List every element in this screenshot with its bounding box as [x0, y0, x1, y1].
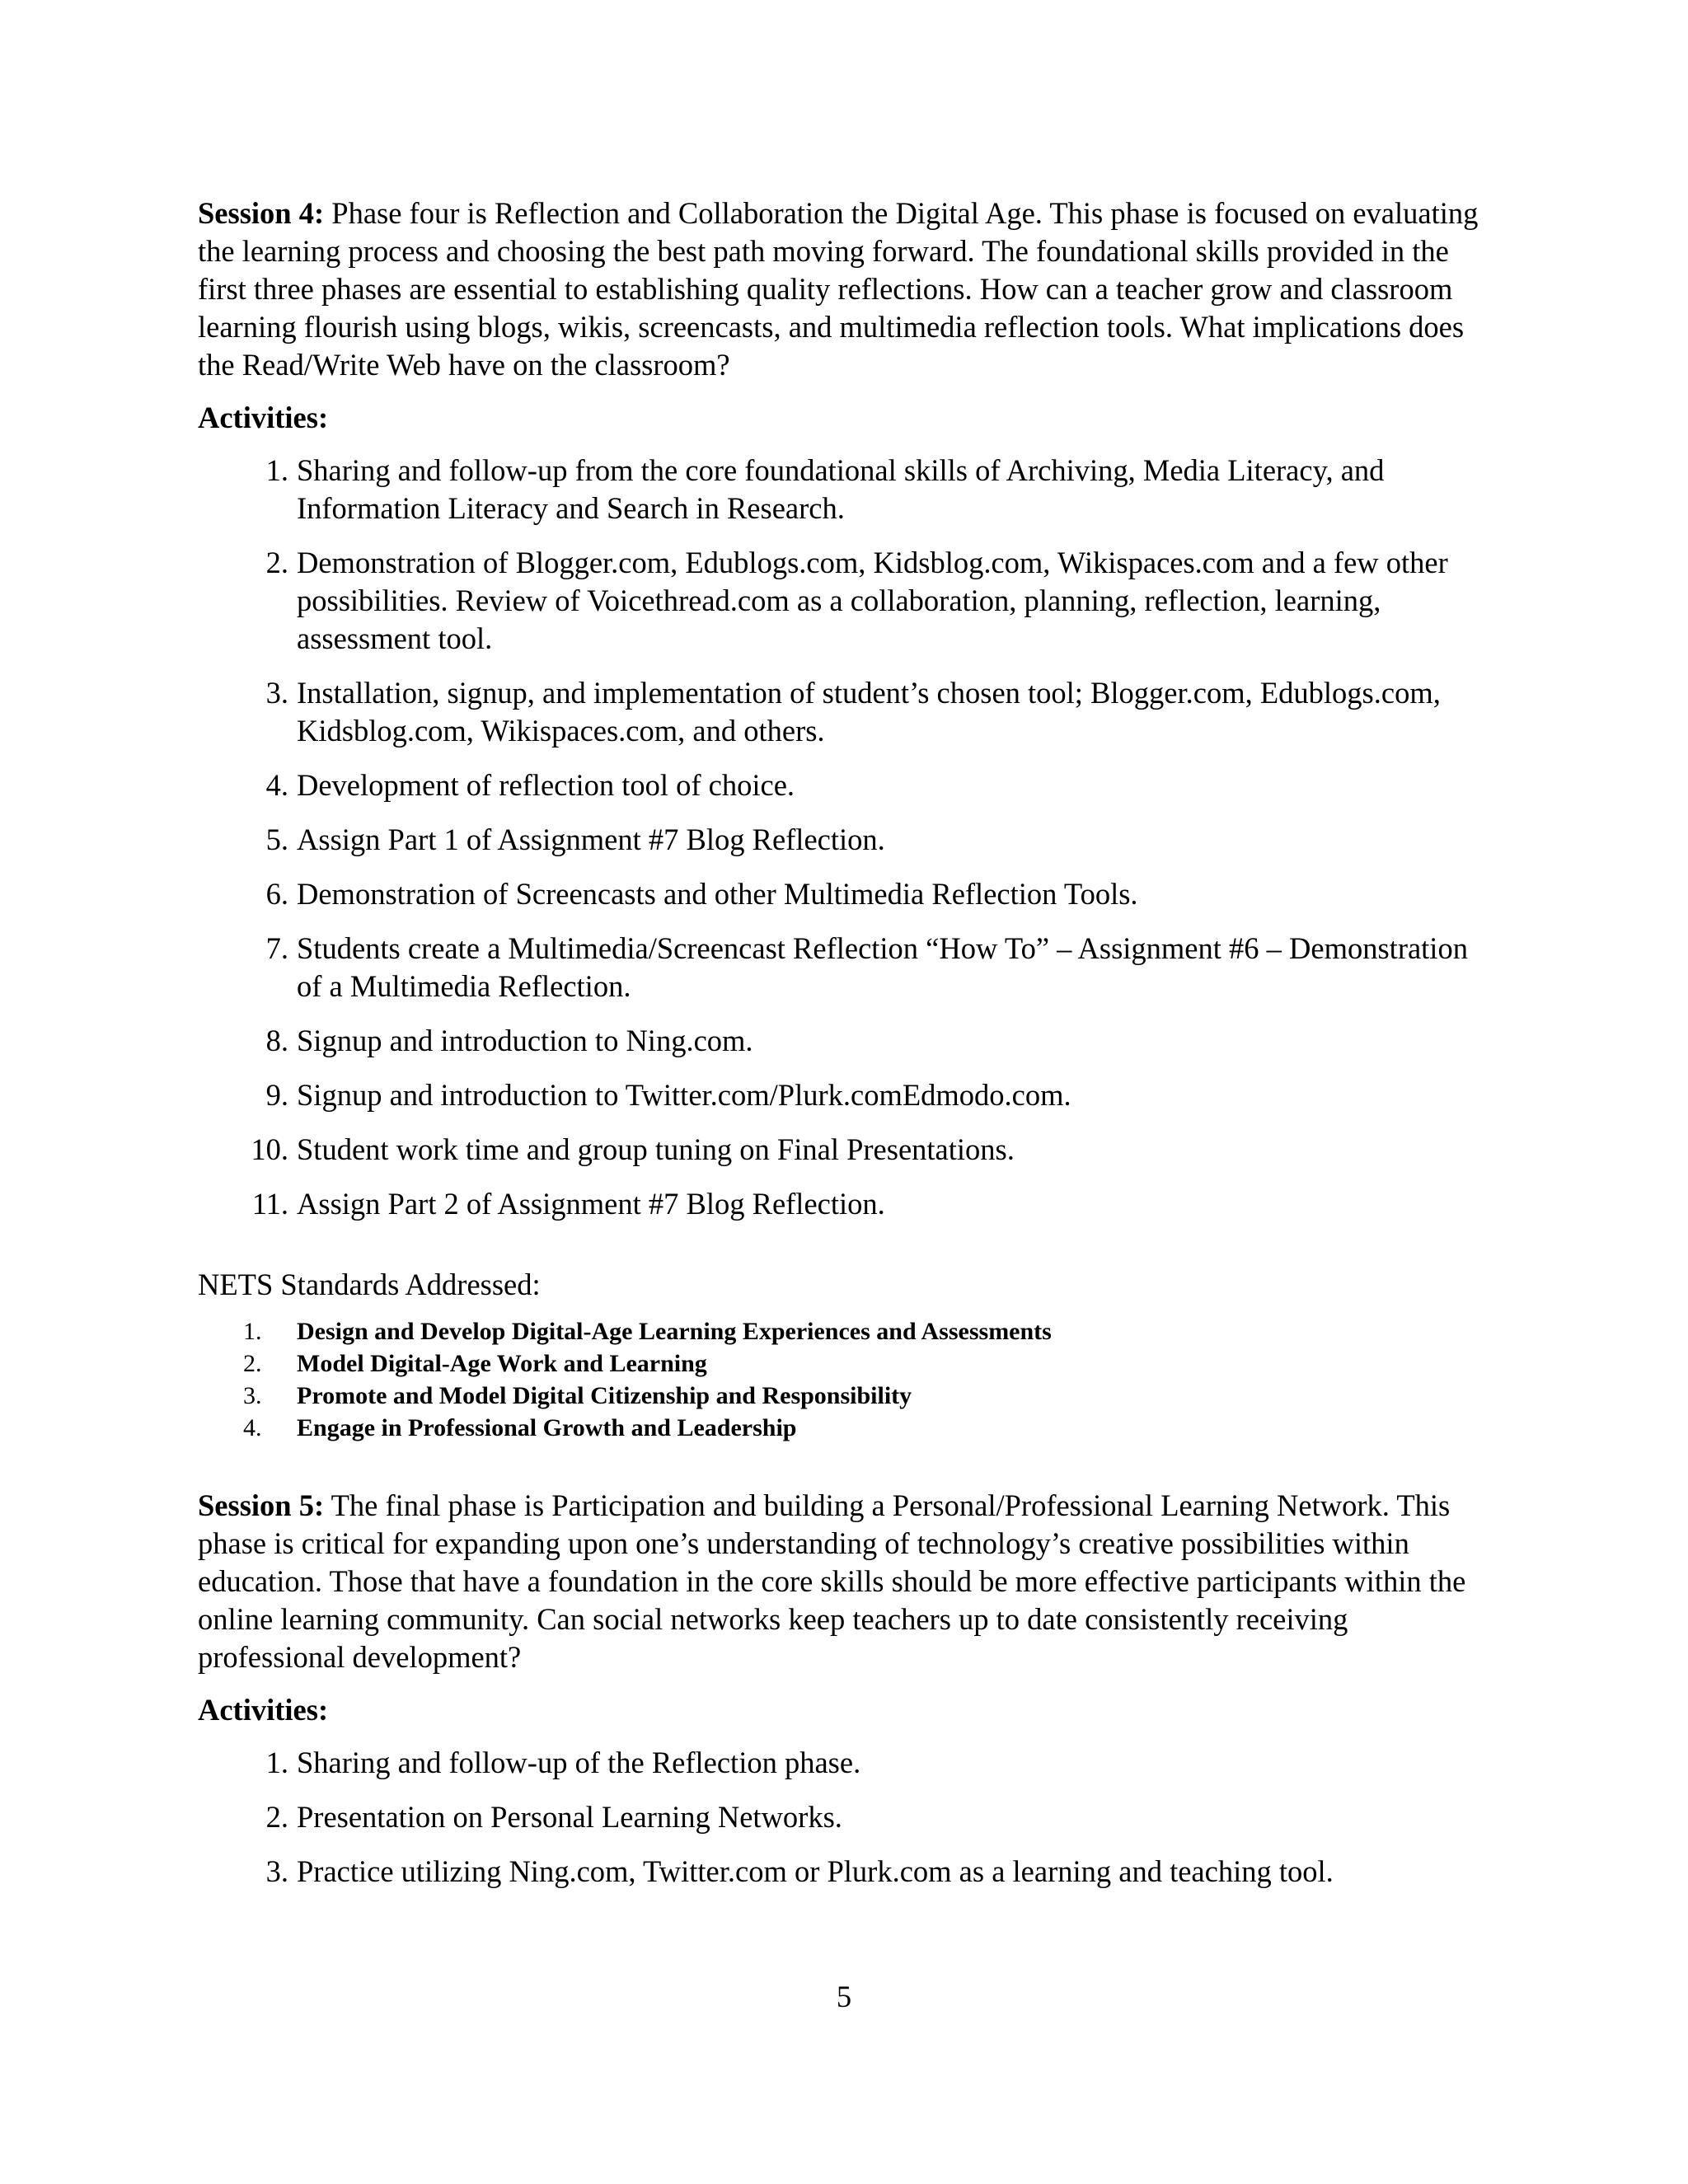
- list-number: 2.: [265, 1800, 288, 1834]
- page-number: 5: [836, 1980, 852, 2013]
- list-item: [198, 674, 1500, 750]
- list-item-text: Installation, signup, and implementation of student’s chosen tool; Blogger.com, Edublogs.com, Kidsblog.com, Wikispaces.com, and others.: [297, 676, 1441, 748]
- list-number: 2.: [243, 1350, 262, 1377]
- list-number: 3.: [265, 676, 288, 710]
- list-number: 10.: [251, 1132, 288, 1166]
- session5-description: The final phase is Participation and building a Personal/Professional Learning Network. This phase is critical for expanding upon one’s understanding of technology’s creative possibilities within education. Those that have a foundation in the core skills should be more effective participants within the online learning community. Can social networks keep teachers up to date consistently receiving professional development?: [198, 1488, 1466, 1674]
- list-item: [198, 1185, 1500, 1223]
- session4-description: Phase four is Reflection and Collaboration the Digital Age. This phase is focused on evaluating the learning process and choosing the best path moving forward. The foundational skills provided in the first three phases are essential to establishing quality reflections. How can a teacher grow and classroom learning flourish using blogs, wikis, screencasts, and multimedia reflection tools. What implications does the Read/Write Web have on the classroom?: [198, 196, 1479, 382]
- list-item-text: Students create a Multimedia/Screencast Reflection “How To” – Assignment #6 – Demonstration of a Multimedia Reflection.: [297, 931, 1468, 1003]
- list-item: [198, 766, 1500, 804]
- list-item: [198, 930, 1500, 1005]
- list-number: 3.: [265, 1854, 288, 1888]
- nets-standards-heading: NETS Standards Addressed:: [198, 1268, 541, 1301]
- list-number: 1.: [265, 453, 288, 487]
- list-item-text: Design and Develop Digital-Age Learning Experiences and Assessments: [297, 1318, 1052, 1345]
- list-item-text: Presentation on Personal Learning Networks.: [297, 1800, 842, 1834]
- session5-activities-heading: Activities:: [198, 1693, 329, 1727]
- list-item: [198, 1744, 1500, 1782]
- list-number: 3.: [243, 1382, 262, 1409]
- list-item: [198, 1076, 1500, 1114]
- list-item-text: Sharing and follow-up of the Reflection phase.: [297, 1746, 861, 1779]
- session5-label: Session 5:: [198, 1488, 325, 1522]
- list-item-text: Signup and introduction to Ning.com.: [297, 1024, 753, 1057]
- list-item-text: Assign Part 2 of Assignment #7 Blog Reflection.: [297, 1187, 885, 1221]
- list-item: [198, 875, 1500, 913]
- list-number: 11.: [251, 1187, 288, 1221]
- session4-activities-heading: Activities:: [198, 401, 329, 434]
- list-item-text: Signup and introduction to Twitter.com/Plurk.comEdmodo.com.: [297, 1078, 1071, 1112]
- session4-intro: [198, 194, 1500, 384]
- session5-intro: [198, 1487, 1500, 1676]
- list-item-text: Sharing and follow-up from the core foundational skills of Archiving, Media Literacy, and Information Literacy and Search in Research.: [297, 453, 1385, 525]
- list-number: 9.: [265, 1078, 288, 1112]
- document-page: [198, 194, 1500, 1907]
- session4-activities-list: [198, 452, 1500, 1223]
- list-item-text: Model Digital-Age Work and Learning: [297, 1350, 707, 1377]
- list-item: [198, 1798, 1500, 1836]
- session4-label: Session 4:: [198, 196, 325, 230]
- list-item-text: Assign Part 1 of Assignment #7 Blog Reflection.: [297, 823, 885, 856]
- list-item: [198, 544, 1500, 658]
- list-number: 7.: [265, 931, 288, 965]
- list-number: 5.: [265, 823, 288, 856]
- list-number: 4.: [243, 1414, 262, 1441]
- list-item-text: Promote and Model Digital Citizenship and Responsibility: [297, 1382, 912, 1409]
- list-item-text: Demonstration of Blogger.com, Edublogs.com, Kidsblog.com, Wikispaces.com and a few other possibilities. Review of Voicethread.com as a collaboration, planning, reflection, learning, assessment tool.: [297, 546, 1448, 655]
- list-item-text: Student work time and group tuning on Final Presentations.: [297, 1132, 1015, 1166]
- list-item: [198, 1131, 1500, 1169]
- list-number: 2.: [265, 546, 288, 579]
- list-item-text: Engage in Professional Growth and Leadership: [297, 1414, 797, 1441]
- nets-standards-list: [198, 1315, 1500, 1444]
- list-item: [198, 452, 1500, 527]
- session5-activities-list: [198, 1744, 1500, 1891]
- list-item-text: Demonstration of Screencasts and other Multimedia Reflection Tools.: [297, 877, 1138, 911]
- list-item: [198, 1380, 1500, 1412]
- list-number: 1.: [243, 1318, 262, 1345]
- list-item: [198, 1347, 1500, 1380]
- list-item: [198, 1853, 1500, 1891]
- list-number: 6.: [265, 877, 288, 911]
- list-item-text: Development of reflection tool of choice.: [297, 768, 795, 802]
- list-item: [198, 821, 1500, 859]
- list-number: 4.: [265, 768, 288, 802]
- list-number: 8.: [265, 1024, 288, 1057]
- list-item: [198, 1412, 1500, 1444]
- list-item: [198, 1022, 1500, 1060]
- list-number: 1.: [265, 1746, 288, 1779]
- list-item-text: Practice utilizing Ning.com, Twitter.com or Plurk.com as a learning and teaching tool.: [297, 1854, 1334, 1888]
- list-item: [198, 1315, 1500, 1347]
